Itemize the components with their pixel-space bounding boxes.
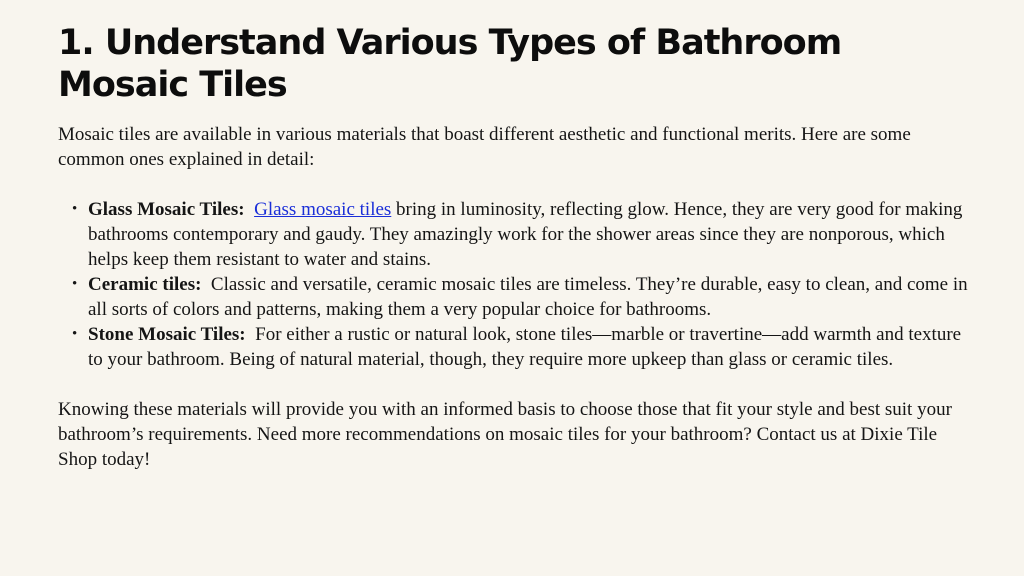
bullet-icon: • bbox=[72, 201, 78, 217]
list-item-glass bbox=[72, 197, 978, 272]
description-stone: For either a rustic or natural look, stone tiles—marble or travertine—add warmth and texture to your bathroom. Being of natural material, though, they require more upkeep than glass or ceramic tiles. bbox=[88, 324, 962, 370]
term-ceramic: Ceramic tiles: bbox=[88, 274, 202, 295]
page-title: 1. Understand Various Types of Bathroom Mosaic Tiles bbox=[58, 23, 842, 105]
bullet-icon: • bbox=[72, 326, 78, 342]
list-item-stone bbox=[72, 322, 978, 372]
term-glass: Glass Mosaic Tiles: bbox=[88, 199, 245, 220]
glass-mosaic-tiles-link[interactable]: Glass mosaic tiles bbox=[254, 199, 392, 220]
bullet-icon: • bbox=[72, 276, 78, 292]
description-glass: bring in luminosity, reflecting glow. Hence, they are very good for making bathrooms contemporary and gaudy. They amazingly work for the shower areas since they are nonporous, which helps keep them resistant to water and stains. bbox=[88, 199, 963, 270]
material-list bbox=[58, 197, 978, 372]
description-ceramic: Classic and versatile, ceramic mosaic tiles are timeless. They’re durable, easy to clean, and come in all sorts of colors and patterns, making them a very popular choice for bathrooms. bbox=[88, 274, 968, 320]
term-stone: Stone Mosaic Tiles: bbox=[88, 324, 246, 345]
list-item-ceramic bbox=[72, 272, 978, 322]
closing-paragraph: Knowing these materials will provide you with an informed basis to choose those that fit your style and best suit your bathroom’s requirements. Need more recommendations on mosaic tiles for your bathroom? Contact us at Dixie Tile Shop today! bbox=[58, 399, 952, 470]
intro-paragraph: Mosaic tiles are available in various materials that boast different aesthetic and functional merits. Here are some common ones explained in detail: bbox=[58, 124, 911, 170]
slide-content bbox=[58, 22, 978, 472]
